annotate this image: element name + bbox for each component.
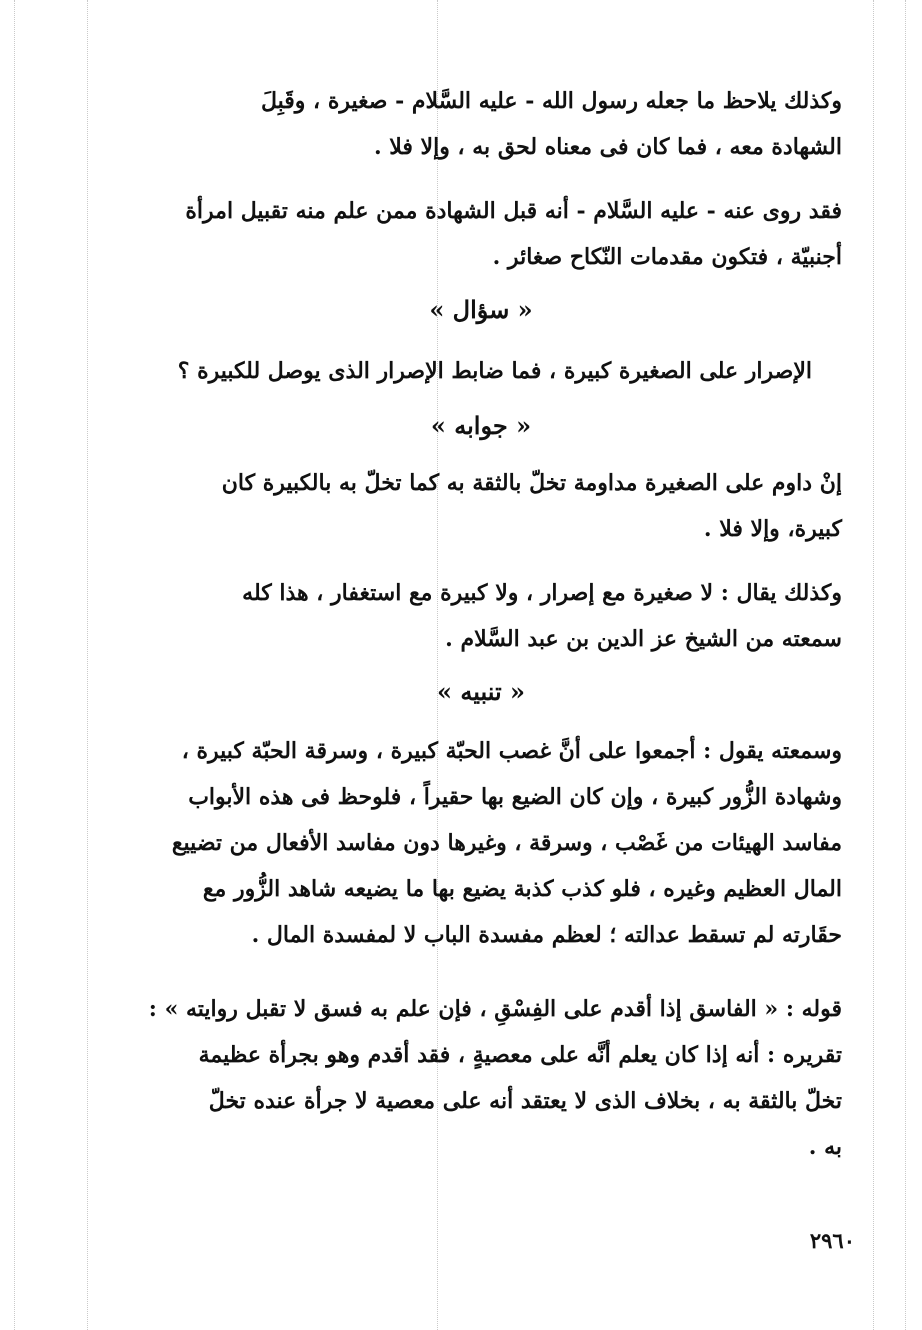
text-line: حقَارته لم تسقط عدالته ؛ لعظم مفسدة الباب لا لمفسدة المال .	[251, 922, 842, 948]
scan-guide-line	[14, 0, 15, 1330]
text-line: فقد روى عنه - عليه السَّلام - أنه قبل الشهادة ممن علم منه تقبيل امرأة	[185, 198, 842, 224]
text-line: الشهادة معه ، فما كان فى معناه لحق به ، وإلا فلا .	[373, 134, 842, 160]
scan-guide-line	[905, 0, 906, 1330]
text-line: وكذلك يلاحظ ما جعله رسول الله - عليه السَّلام - صغيرة ، وقَبِلَ	[260, 88, 842, 114]
paragraph	[120, 986, 842, 1170]
text-line: وسمعته يقول : أجمعوا على أنَّ غصب الحبّة كبيرة ، وسرقة الحبّة كبيرة ،	[181, 738, 842, 764]
text-line: مفاسد الهيئات من غَصْب ، وسرقة ، وغيرها دون مفاسد الأفعال من تضييع	[171, 830, 842, 856]
text-line: تقريره : أنه إذا كان يعلم أنَّه على معصيةٍ ، فقد أقدم وهو بجرأة عظيمة	[198, 1042, 842, 1068]
text-line: وكذلك يقال : لا صغيرة مع إصرار ، ولا كبيرة مع استغفار ، هذا كله	[242, 580, 842, 606]
paragraph	[120, 570, 842, 662]
text-line: تخلّ بالثقة به ، بخلاف الذى لا يعتقد أنه على معصية لا جرأة عنده تخلّ	[208, 1088, 842, 1114]
text-line: وشهادة الزُّور كبيرة ، وإن كان الضيع بها حقيراً ، فلوحظ فى هذه الأبواب	[188, 784, 842, 810]
section-heading: « تنبيه »	[437, 677, 525, 706]
section-heading: « سؤال »	[429, 295, 533, 324]
paragraph	[120, 728, 842, 958]
text-line: سمعته من الشيخ عز الدين بن عبد السَّلام .	[445, 626, 842, 652]
text-line: به .	[808, 1134, 842, 1160]
text-line: كبيرة، وإلا فلا .	[703, 516, 842, 542]
scan-guide-line	[873, 0, 874, 1330]
paragraph	[120, 460, 842, 552]
paragraph	[120, 78, 842, 170]
text-line: الإصرار على الصغيرة كبيرة ، فما ضابط الإصرار الذى يوصل للكبيرة ؟	[177, 358, 812, 384]
scan-guide-line	[87, 0, 88, 1330]
text-line: المال العظيم وغيره ، فلو كذب كذبة يضيع بها ما يضيعه شاهد الزُّور مع	[202, 876, 842, 902]
text-line: إنْ داوم على الصغيرة مداومة تخلّ بالثقة به كما تخلّ به بالكبيرة كان	[221, 470, 842, 496]
paragraph	[120, 188, 842, 280]
section-heading: « جوابه »	[430, 411, 532, 440]
page-number: ٢٩٦٠	[809, 1228, 855, 1253]
paragraph	[120, 348, 842, 394]
text-line: قوله : « الفاسق إذا أقدم على الفِسْقِ ، فإن علم به فسق لا تقبل روايته » :	[148, 996, 842, 1022]
text-line: أجنبيّة ، فتكون مقدمات النّكاح صغائر .	[492, 244, 842, 270]
